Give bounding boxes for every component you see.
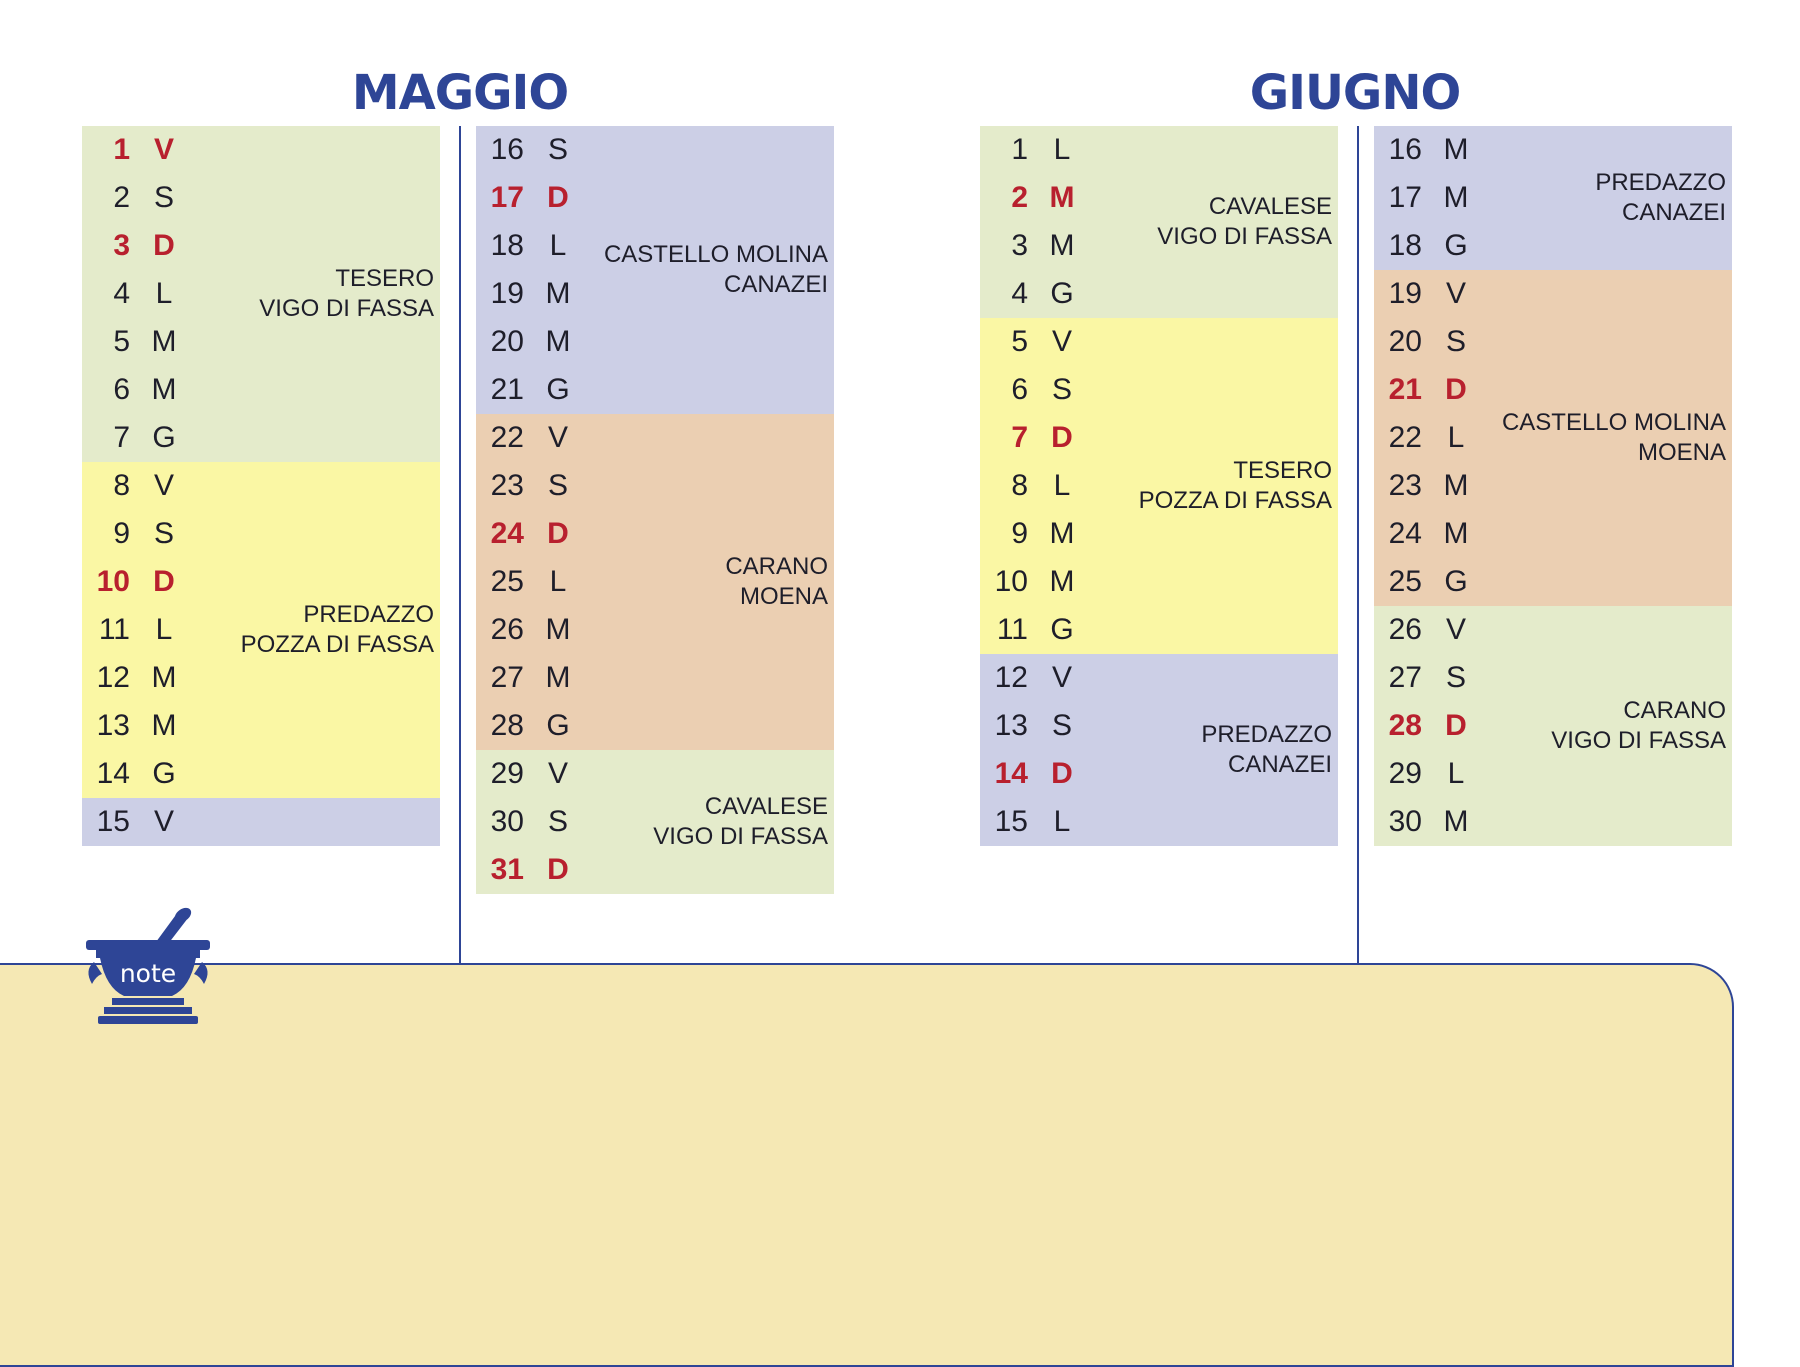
day-number: 28 [490,709,524,742]
day-row [82,510,440,558]
day-number: 13 [994,709,1028,742]
day-number: 16 [1388,133,1422,166]
day-number: 13 [96,709,130,742]
day-number: 18 [490,229,524,262]
day-of-week: V [153,805,174,838]
location-name: CARANO [725,553,828,580]
day-number: 17 [1388,181,1422,214]
day-row [1374,606,1732,654]
day-row [980,462,1338,510]
day-number: 9 [1011,517,1028,550]
day-of-week: D [547,853,569,886]
day-row [476,462,834,510]
location-name: PREDAZZO [1595,169,1726,196]
day-row [476,126,834,174]
day-number: 6 [113,373,130,406]
day-row [980,798,1338,846]
day-of-week: D [547,517,569,550]
day-row [82,414,440,462]
day-number: 1 [113,133,130,166]
day-of-week: M [1049,565,1075,598]
day-row [82,702,440,750]
day-number: 9 [113,517,130,550]
day-number: 10 [994,565,1028,598]
month-title-maggio: MAGGIO [351,65,569,121]
notes-area[interactable] [0,963,1734,1367]
day-of-week: S [1051,709,1072,742]
day-number: 20 [490,325,524,358]
day-of-week: S [547,469,568,502]
day-number: 11 [98,613,130,646]
day-of-week: L [155,613,173,646]
day-number: 23 [1388,469,1422,502]
day-row [82,750,440,798]
day-of-week: D [153,565,175,598]
day-row [980,654,1338,702]
day-of-week: M [1049,181,1075,214]
day-number: 1 [1011,133,1028,166]
day-of-week: M [1443,517,1469,550]
day-number: 25 [490,565,524,598]
day-row [476,798,834,846]
day-row [82,462,440,510]
day-of-week: V [547,421,568,454]
day-number: 2 [1011,181,1028,214]
day-row [1374,702,1732,750]
day-of-week: V [153,133,174,166]
day-row [980,366,1338,414]
location-name: MOENA [739,583,828,610]
day-of-week: M [545,661,571,694]
day-row [980,510,1338,558]
day-number: 5 [1011,325,1028,358]
location-name: CANAZEI [723,271,828,298]
day-number: 27 [490,661,524,694]
day-row [476,318,834,366]
day-row [476,846,834,894]
day-number: 12 [96,661,130,694]
day-of-week: G [152,757,176,790]
location-name: POZZA DI FASSA [240,631,434,658]
day-row [980,606,1338,654]
day-row [980,558,1338,606]
day-row [1374,558,1732,606]
location-name: PREDAZZO [303,601,434,628]
day-row [82,558,440,606]
location-name: TESERO [335,265,434,292]
day-number: 14 [994,757,1028,790]
location-name: CAVALESE [1208,193,1332,220]
column-divider [459,126,461,963]
day-number: 29 [1388,757,1422,790]
day-number: 30 [1388,805,1422,838]
day-number: 22 [490,421,524,454]
day-row [476,414,834,462]
day-of-week: G [152,421,176,454]
day-of-week: M [1443,181,1469,214]
day-of-week: V [1051,661,1072,694]
day-of-week: V [153,469,174,502]
day-of-week: L [1053,469,1071,502]
day-row [1374,366,1732,414]
day-of-week: D [153,229,175,262]
day-row [1374,510,1732,558]
location-name: MOENA [1637,439,1726,466]
location-name: VIGO DI FASSA [1157,223,1332,250]
day-of-week: G [1050,613,1074,646]
day-row [82,126,440,174]
location-name: CAVALESE [704,793,828,820]
day-of-week: D [1051,757,1073,790]
day-row [476,174,834,222]
day-row [980,318,1338,366]
day-number: 19 [1388,277,1422,310]
day-of-week: M [1049,229,1075,262]
column-divider [1357,126,1359,963]
location-name: CARANO [1623,697,1726,724]
day-number: 2 [113,181,130,214]
day-row [476,750,834,798]
day-of-week: M [1443,805,1469,838]
day-of-week: V [1445,277,1466,310]
day-of-week: M [1443,469,1469,502]
day-row [1374,174,1732,222]
day-number: 31 [490,853,524,886]
day-row [476,510,834,558]
day-row [980,414,1338,462]
day-number: 21 [490,373,524,406]
day-number: 19 [490,277,524,310]
day-number: 7 [113,421,130,454]
day-of-week: S [153,181,174,214]
day-of-week: G [1050,277,1074,310]
month-title-giugno: GIUGNO [1249,65,1461,121]
day-number: 10 [96,565,130,598]
day-of-week: G [546,373,570,406]
day-number: 5 [113,325,130,358]
day-row [980,174,1338,222]
day-of-week: S [547,133,568,166]
day-number: 21 [1388,373,1422,406]
day-number: 29 [490,757,524,790]
day-of-week: M [545,613,571,646]
day-number: 8 [1011,469,1028,502]
day-row [82,174,440,222]
day-row [476,366,834,414]
day-number: 12 [994,661,1028,694]
day-row [1374,654,1732,702]
day-row [82,270,440,318]
day-number: 11 [996,613,1028,646]
day-of-week: L [549,229,567,262]
day-of-week: M [1049,517,1075,550]
day-of-week: D [1445,709,1467,742]
location-name: TESERO [1233,457,1332,484]
day-number: 15 [994,805,1028,838]
day-of-week: G [1444,229,1468,262]
day-of-week: M [545,277,571,310]
day-of-week: M [151,325,177,358]
day-of-week: M [151,709,177,742]
day-row [82,606,440,654]
day-number: 24 [490,517,524,550]
day-row [82,366,440,414]
day-row [980,270,1338,318]
day-row [1374,462,1732,510]
day-row [82,654,440,702]
day-number: 17 [490,181,524,214]
day-row [1374,270,1732,318]
day-number: 27 [1388,661,1422,694]
day-number: 4 [113,277,130,310]
day-of-week: L [1053,133,1071,166]
day-row [980,126,1338,174]
day-number: 8 [113,469,130,502]
day-number: 26 [490,613,524,646]
day-of-week: V [547,757,568,790]
location-name: VIGO DI FASSA [1551,727,1726,754]
day-of-week: L [1053,805,1071,838]
day-of-week: L [1447,757,1465,790]
mortar-pestle-icon [82,904,214,1026]
day-number: 3 [1011,229,1028,262]
day-of-week: S [1445,661,1466,694]
day-number: 24 [1388,517,1422,550]
day-row [476,654,834,702]
day-row [82,318,440,366]
day-number: 3 [113,229,130,262]
day-number: 4 [1011,277,1028,310]
location-name: PREDAZZO [1201,721,1332,748]
day-of-week: G [1444,565,1468,598]
day-of-week: D [1445,373,1467,406]
day-of-week: L [549,565,567,598]
day-number: 23 [490,469,524,502]
day-row [476,702,834,750]
day-row [1374,318,1732,366]
day-row [1374,750,1732,798]
location-name: CANAZEI [1227,751,1332,778]
day-row [980,222,1338,270]
location-name: VIGO DI FASSA [259,295,434,322]
day-number: 16 [490,133,524,166]
day-of-week: S [1051,373,1072,406]
day-row [82,222,440,270]
day-of-week: M [1443,133,1469,166]
day-row [980,702,1338,750]
day-row [476,270,834,318]
day-row [980,750,1338,798]
day-number: 30 [490,805,524,838]
location-name: CASTELLO MOLINA [1501,409,1726,436]
day-of-week: S [547,805,568,838]
day-of-week: M [151,661,177,694]
day-number: 22 [1388,421,1422,454]
day-number: 25 [1388,565,1422,598]
day-row [1374,414,1732,462]
day-number: 7 [1011,421,1028,454]
day-row [1374,126,1732,174]
day-number: 15 [96,805,130,838]
day-number: 20 [1388,325,1422,358]
location-name: VIGO DI FASSA [653,823,828,850]
day-row [476,558,834,606]
day-of-week: S [153,517,174,550]
day-of-week: M [151,373,177,406]
day-of-week: D [547,181,569,214]
location-name: CASTELLO MOLINA [603,241,828,268]
day-number: 14 [96,757,130,790]
day-number: 26 [1388,613,1422,646]
day-of-week: G [546,709,570,742]
day-row [476,606,834,654]
day-of-week: M [545,325,571,358]
day-number: 6 [1011,373,1028,406]
day-of-week: L [155,277,173,310]
day-row [476,222,834,270]
day-of-week: D [1051,421,1073,454]
day-of-week: V [1445,613,1466,646]
day-of-week: L [1447,421,1465,454]
location-name: CANAZEI [1621,199,1726,226]
day-number: 18 [1388,229,1422,262]
day-row [82,798,440,846]
day-row [1374,222,1732,270]
day-row [1374,798,1732,846]
day-number: 28 [1388,709,1422,742]
day-of-week: S [1445,325,1466,358]
note-label: note [119,959,177,988]
location-name: POZZA DI FASSA [1138,487,1332,514]
day-of-week: V [1051,325,1072,358]
